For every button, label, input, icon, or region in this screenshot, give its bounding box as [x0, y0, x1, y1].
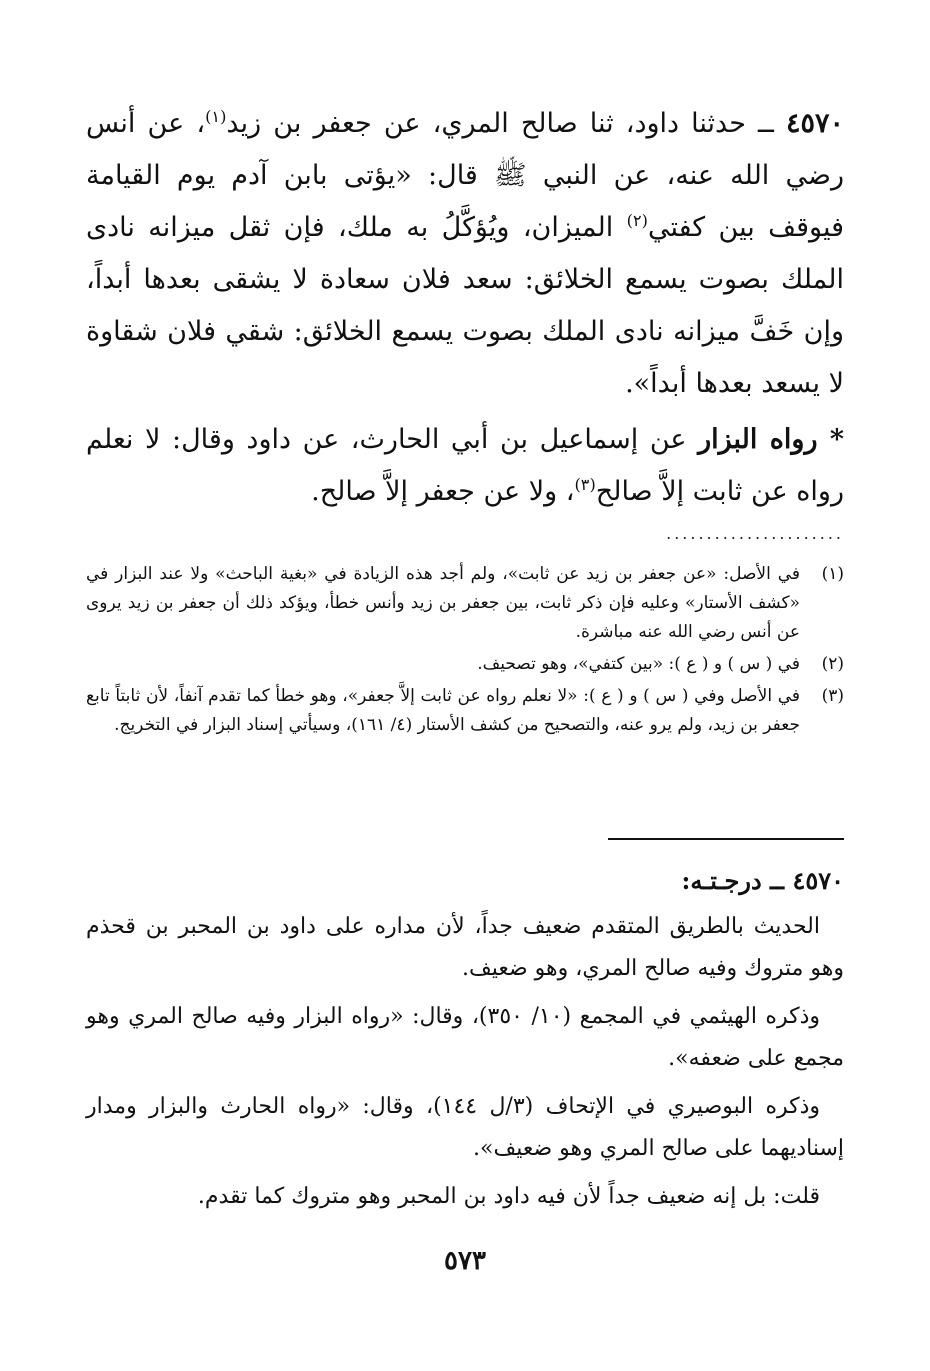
section-divider [608, 838, 844, 840]
hadith-paragraph [86, 98, 844, 410]
footnote-1 [86, 560, 844, 647]
footnote-2 [86, 650, 844, 679]
takhrij-text-part-2: ، ولا عن جعفر إلاَّ صالح. [311, 476, 575, 507]
footnote-ref-1[interactable]: (١) [205, 107, 227, 126]
hadith-text-part-2: ، عن أنس رضي الله عنه، عن النبي ﷺ قال: «يؤتى بابن آدم يوم القيامة فيوقف بين كفتي [86, 108, 845, 243]
grade-paragraph-2: وذكره الهيثمي في المجمع (١٠/ ٣٥٠)، وقال: «رواه البزار وفيه صالح المري وهو مجمع على ضعفه». [86, 1004, 844, 1071]
grade-heading [682, 864, 844, 898]
takhrij-text-part-1: عن إسماعيل بن أبي الحارث، عن داود وقال: لا نعلم رواه عن ثابت إلاَّ صالح [86, 424, 844, 507]
footnote-number: (٢) [821, 654, 844, 674]
grade-paragraph-1: الحديث بالطريق المتقدم ضعيف جداً، لأن مداره على داود بن المحبر بن قحذم وهو متروك وفيه صالح المري، وهو ضعيف. [86, 914, 844, 981]
hadith-text [86, 98, 844, 410]
hadith-number: ٤٥٧٠ [785, 108, 844, 139]
dotted-separator: ...................... [666, 524, 844, 543]
grade-heading-number: ٤٥٧٠ [792, 866, 844, 895]
grade-paragraph-4: قلت: بل إنه ضعيف جداً لأن فيه داود بن المحبر وهو متروك كما تقدم. [197, 1184, 820, 1209]
footnotes [86, 560, 844, 743]
footnote-text: في الأصل: «عن جعفر بن زيد عن ثابت»، ولم أجد هذه الزيادة في «بغية الباحث» ولا عند البزار في «كشف الأستار» وعليه فإن ذكر ثابت، بين جعفر بن زيد وأنس خطأ، ويؤكد ذلك أن جعفر بن زيد يروى عن أنس رضي الله عنه مباشرة. [86, 564, 800, 642]
footnote-number: (١) [821, 564, 844, 584]
hadith-text-part-3: الميزان، ويُؤكَّلُ به ملك، فإن ثقل ميزانه نادى الملك بصوت يسمع الخلائق: سعد فلان سعادة لا يشقى بعدها أبداً، وإن خَفَّ ميزانه نادى الملك بصوت يسمع الخلائق: شقي فلان شقاوة لا يسعد بعدها أبداً». [86, 212, 844, 399]
takhrij-paragraph [86, 414, 844, 518]
footnote-3 [86, 682, 844, 740]
footnote-number: (٣) [821, 686, 844, 706]
takhrij-lead: رواه البزار [698, 424, 830, 455]
grade-paragraph-3: وذكره البوصيري في الإتحاف (٣/ل ١٤٤)، وقال: «رواه الحارث والبزار ومدار إسناديهما على صالح المري وهو ضعيف». [86, 1094, 844, 1161]
page-number: ٥٧٣ [444, 1246, 486, 1276]
footnote-ref-2[interactable]: (٢) [626, 211, 648, 230]
grade-body [86, 906, 844, 1224]
hadith-text-part-1: ــ حدثنا داود، ثنا صالح المري، عن جعفر بن زيد [226, 108, 786, 139]
grade-heading-label: ــ درجـتـه: [681, 866, 793, 895]
footnote-text: في الأصل وفي ( س ) و ( ع ): «لا نعلم رواه عن ثابت إلاَّ جعفر»، وهو خطأ كما تقدم آنفاً، لأن ثابتاً تابع جعفر بن زيد، ولم يرو عنه، والتصحيح من كشف الأستار (٤/ ١٦١)، وسيأتي إسناد البزار في التخريج. [86, 686, 800, 735]
footnote-text: في ( س ) و ( ع ): «بين كتفي»، وهو تصحيف. [477, 654, 800, 674]
footnote-ref-3[interactable]: (٣) [574, 475, 596, 494]
star-marker: * [829, 424, 844, 455]
